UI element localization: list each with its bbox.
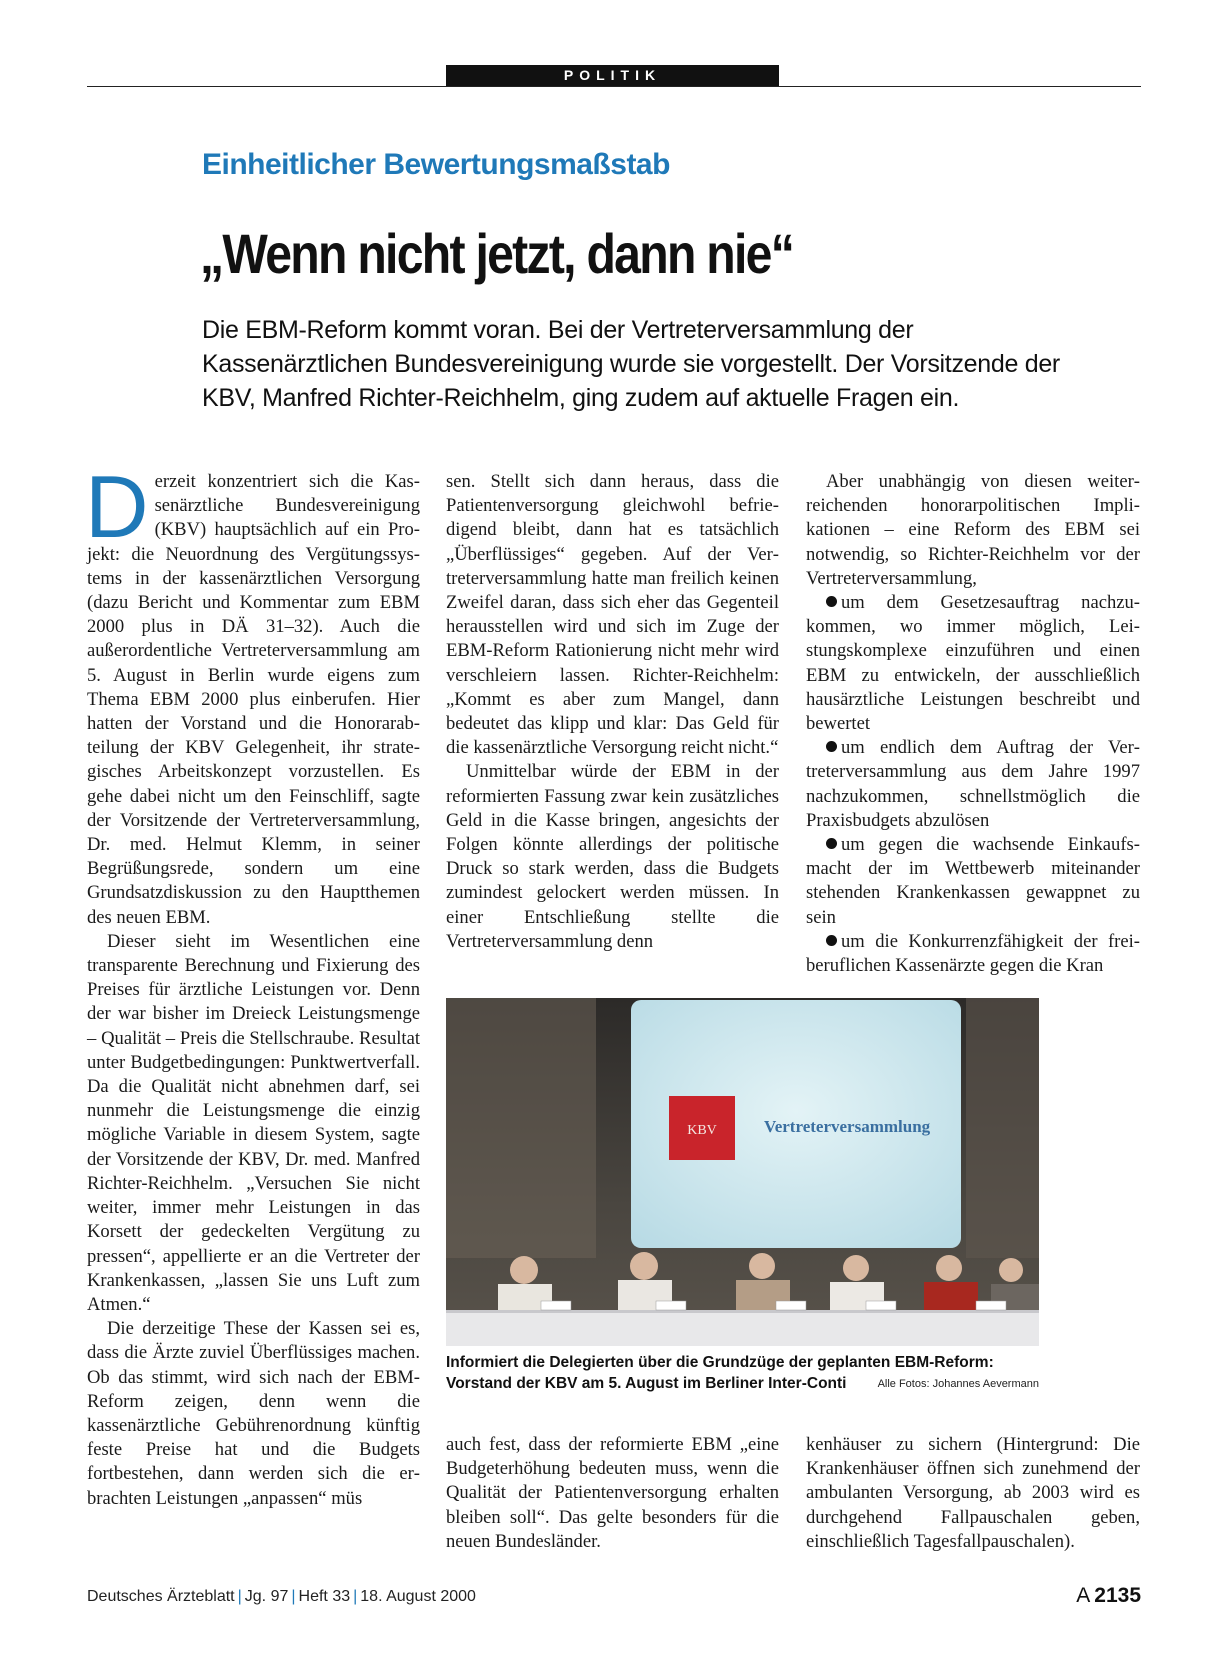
- screen-title: Vertreterversammlung: [764, 1117, 931, 1136]
- page-number-value: 2135: [1094, 1584, 1141, 1607]
- text-column-2-continued: [446, 1433, 779, 1554]
- bullet-item: um dem Gesetzesauftrag nachzukommen, wo immer möglich, Leistungskomplexe einzuführen und einen EBM zu entwickeln, der ausschließlich hausärztliche Leistungen beschreibt und bewertet: [806, 592, 1140, 735]
- paragraph-text: erzeit konzentriert sich die Kassenärztliche Bundesvereinigung (KBV) hauptsächlich auf ein Projekt: die Neuordnung des Vergütungssystems in der kassenärztlichen Versorgung (dazu Bericht und Kommentar zum EBM 2000 plus in DÄ 31–32). Auch die außerordentliche Vertreterversammlung am 5. August in Berlin wurde eigens zum Thema EBM 2000 plus einberufen. Hier hatten der Vorstand und die Honorarabteilung der KBV Gelegenheit, ihr strategisches Arbeitskonzept vorzustellen. Es gehe dabei nicht um den Feinschliff, sagte der Vorsitzende der Vertreterversammlung, Dr. med. Helmut Klemm, in seiner Begrüßungsrede, sondern um eine Grundsatzdiskussion zu den Hauptthemen des neuen EBM.: [87, 471, 420, 928]
- drop-cap: D: [85, 457, 149, 556]
- bullet-icon: [826, 596, 837, 607]
- paragraph: Dieser sieht im Wesentlichen eine transparente Berechnung und Fixierung des Preises für ärztliche Leistungen vor. Denn der war bisher im Dreieck Leistungsmenge – Qualität – Preis die Stellschraube. Resultat unter Budgetbedingungen: Punktwertverfall. Da die Qualität nicht abnehmen darf, sei nunmehr die Leistungsmenge die einzig mögliche Variable in diesem System, sagte der Vorsitzende der KBV, Dr. med. Manfred Richter-Reichhelm. „Versuchen Sie nicht weiter, immer mehr Leistungen in das Korsett der gedeckelten Vergütung zu pressen“, appellierte er an die Vertreter der Krankenkassen, „lassen Sie uns Luft zum Atmen.“: [87, 930, 420, 1315]
- paragraph: auch fest, dass der reformierte EBM „eine Budgeterhöhung bedeuten muss, wenn die Qualität der Patientenversorgung erhalten bleiben soll“. Das gelte besonders für die neuen Bundesländer.: [446, 1434, 779, 1552]
- paragraph: [85, 457, 420, 930]
- conference-photo: [446, 998, 1039, 1346]
- paragraph: kenhäuser zu sichern (Hintergrund: Die Krankenhäuser öffnen sich zunehmend der ambulanten Versorgung, ab 2003 wird es durchgehend Fallpauschalen geben, einschließlich Tagesfallpauschalen).: [806, 1434, 1140, 1552]
- paragraph: Die derzeitige These der Kassen sei es, dass die Ärzte zuviel Überflüssiges machen. Ob das stimmt, wird sich nach der EBM-Reform zeigen, denn wenn die kassenärztliche Gebührenordnung künftig feste Preise hat und die Budgets fortbestehen, dann werden sich die erbrachten Leistungen „anpassen“ müs: [87, 1318, 420, 1509]
- article-lead: Die EBM-Reform kommt voran. Bei der Vertreterversammlung der Kassenärztlichen Bundesvereinigung wurde sie vorgestellt. Der Vorsitzende der KBV, Manfred Richter-Reichhelm, ging zudem auf aktuelle Fragen ein.: [202, 316, 1060, 412]
- bullet-item: um gegen die wachsende Einkaufsmacht der im Wettbewerb miteinander stehenden Krankenkassen gewappnet zu sein: [806, 834, 1140, 928]
- text-column-1: [85, 457, 420, 1511]
- issue-date: 18. August 2000: [360, 1588, 476, 1605]
- footer-separator: |: [237, 1588, 242, 1605]
- photo-caption: Informiert die Delegierten über die Grundzüge der geplanten EBM-Reform: Vorstand der KBV am 5. August im Berliner Inter-Conti: [446, 1354, 994, 1392]
- bullet-icon: [826, 838, 837, 849]
- page-prefix: A: [1076, 1584, 1091, 1607]
- article-headline: „Wenn nicht jetzt, dann nie“: [200, 222, 794, 285]
- bullet-item: um die Konkurrenzfähigkeit der freiberuflichen Kassenärzte gegen die Kran: [806, 930, 1140, 977]
- page-number: [1076, 1584, 1141, 1608]
- paragraph: Unmittelbar würde der EBM in der reformierten Fassung zwar kein zusätzliches Geld in die Kasse bringen, angesichts der Folgen könnte allerdings der politische Druck so stark werden, dass die Budgets zumindest gelockert werden müssen. In einer Entschließung stellte die Vertreterversammlung denn: [446, 761, 779, 952]
- issue: Heft 33: [298, 1588, 351, 1605]
- article-kicker: Einheitlicher Bewertungsmaßstab: [202, 148, 670, 181]
- text-column-3: [806, 470, 1140, 978]
- article-photo: [446, 998, 1039, 1346]
- journal-name: Deutsches Ärzteblatt: [87, 1588, 235, 1605]
- volume: Jg. 97: [244, 1588, 289, 1605]
- paragraph: Aber unabhängig von diesen weiterreichenden honorarpolitischen Implikationen – eine Reform des EBM sei notwendig, so Richter-Reichhelm vor der Vertreterversammlung,: [806, 471, 1140, 589]
- header-rule: [87, 86, 1141, 87]
- bullet-item: um endlich dem Auftrag der Vertreterversammlung aus dem Jahre 1997 nachzukommen, schnellstmöglich die Praxisbudgets abzulösen: [806, 737, 1140, 831]
- text-column-3-continued: [806, 1433, 1140, 1554]
- bullet-icon: [826, 935, 837, 946]
- text-column-2: [446, 470, 779, 954]
- footer-separator: |: [291, 1588, 296, 1605]
- photo-credit: Alle Fotos: Johannes Aevermann: [877, 1378, 1039, 1390]
- footer-separator: |: [353, 1588, 358, 1605]
- section-label: POLITIK: [446, 65, 779, 86]
- conference-table: [446, 1310, 1039, 1346]
- page-footer: [87, 1588, 476, 1606]
- kbv-logo-text: KBV: [687, 1123, 717, 1138]
- paragraph: sen. Stellt sich dann heraus, dass die Patientenversorgung gleichwohl befriedigend bleibt, dann hat es tatsächlich „Überflüssiges“ gegeben. Auf der Vertreterversammlung hatte man freilich keinen Zweifel daran, dass sich eher das Gegenteil herausstellen wird und sich im Zuge der EBM-Reform Rationierung nicht mehr wird verschleiern lassen. Richter-Reichhelm: „Kommt es aber zum Mangel, dann bedeutet das klipp und klar: Das Geld für die kassenärztliche Versorgung reicht nicht.“: [446, 471, 779, 759]
- bullet-icon: [826, 741, 837, 752]
